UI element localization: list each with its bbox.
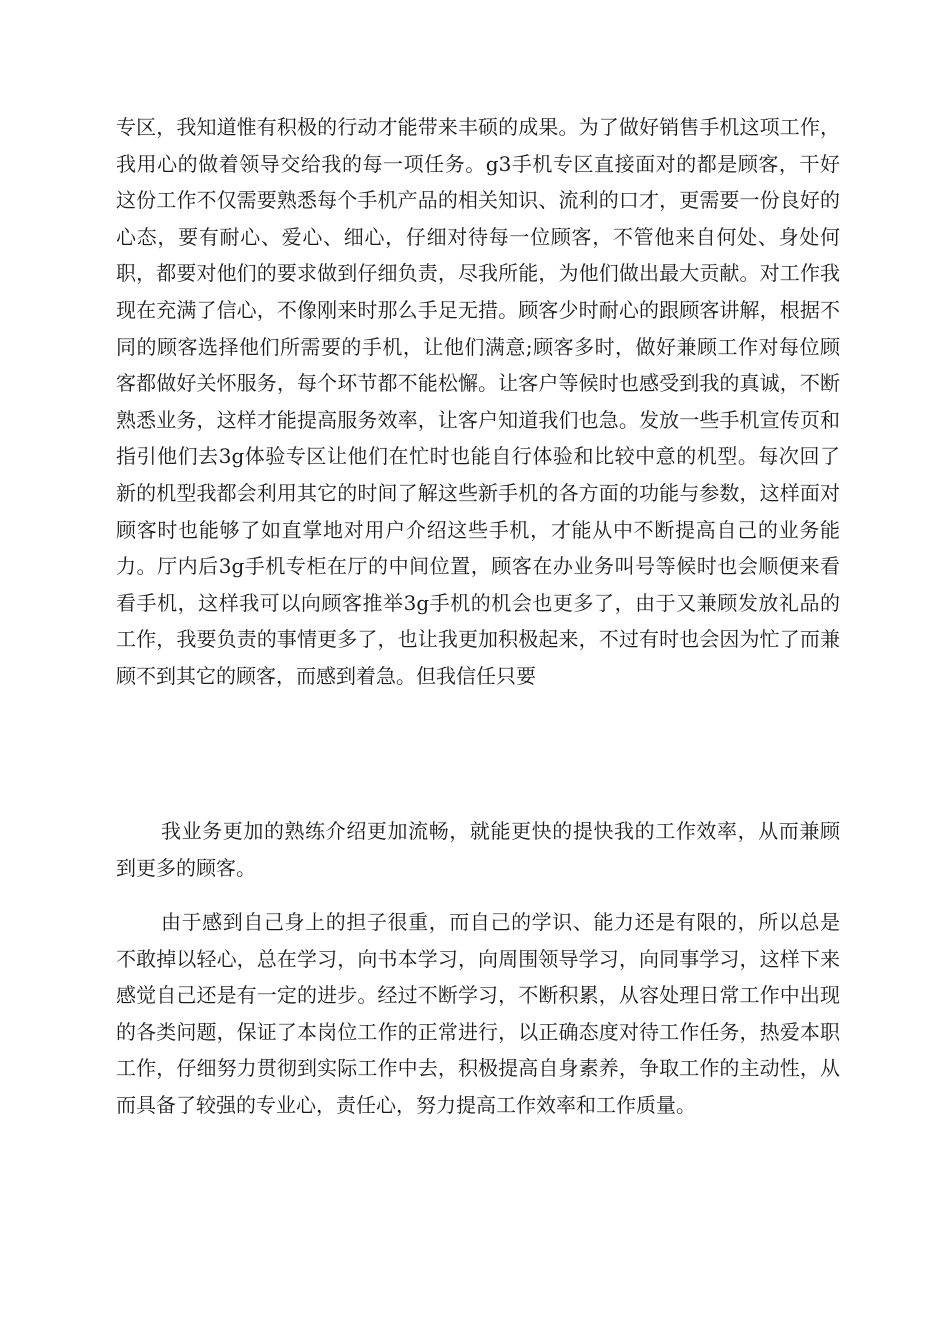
body-paragraph-3: 由于感到自己身上的担子很重，而自己的学识、能力还是有限的，所以总是不敢掉以轻心，总在学习，向书本学习，向周围领导学习，向同事学习，这样下来感觉自己还是有一定的进步。经过不断学习，不断积累，从容处理日常工作中出现的各类问题，保证了本岗位工作的正常进行，以正确态度对待工作任务，热爱本职工作，仔细努力贯彻到实际工作中去，积极提高自身素养，争取工作的主动性，从而具备了较强的专业心，责任心，努力提高工作效率和工作质量。	[116, 910, 840, 1117]
body-paragraph-2: 我业务更加的熟练介绍更加流畅，就能更快的提快我的工作效率，从而兼顾到更多的顾客。	[116, 819, 840, 880]
body-paragraph-1: 专区，我知道惟有积极的行动才能带来丰硕的成果。为了做好销售手机这项工作，我用心的做着领导交给我的每一项任务。g3手机专区直接面对的都是顾客，干好这份工作不仅需要熟悉每个手机产品的相关知识、流利的口才，更需要一份良好的心态，要有耐心、爱心、细心，仔细对待每一位顾客，不管他来自何处、身处何职，都要对他们的要求做到仔细负责，尽我所能，为他们做出最大贡献。对工作我现在充满了信心，不像刚来时那么手足无措。顾客少时耐心的跟顾客讲解，根据不同的顾客选择他们所需要的手机，让他们满意;顾客多时，做好兼顾工作对每位顾客都做好关怀服务，每个环节都不能松懈。让客户等候时也感受到我的真诚，不断熟悉业务，这样才能提高服务效率，让客户知道我们也急。发放一些手机宣传页和指引他们去3g体验专区让他们在忙时也能自行体验和比较中意的机型。每次回了新的机型我都会利用其它的时间了解这些新手机的各方面的功能与参数，这样面对顾客时也能够了如直掌地对用户介绍这些手机，才能从中不断提高自己的业务能力。厅内后3g手机专柜在厅的中间位置，顾客在办业务叫号等候时也会顺便来看看手机，这样我可以向顾客推举3g手机的机会也更多了，由于又兼顾发放礼品的工作，我要负责的事情更多了，也让我更加积极起来，不过有时也会因为忙了而兼顾不到其它的顾客，而感到着急。但我信任只要	[116, 115, 840, 688]
